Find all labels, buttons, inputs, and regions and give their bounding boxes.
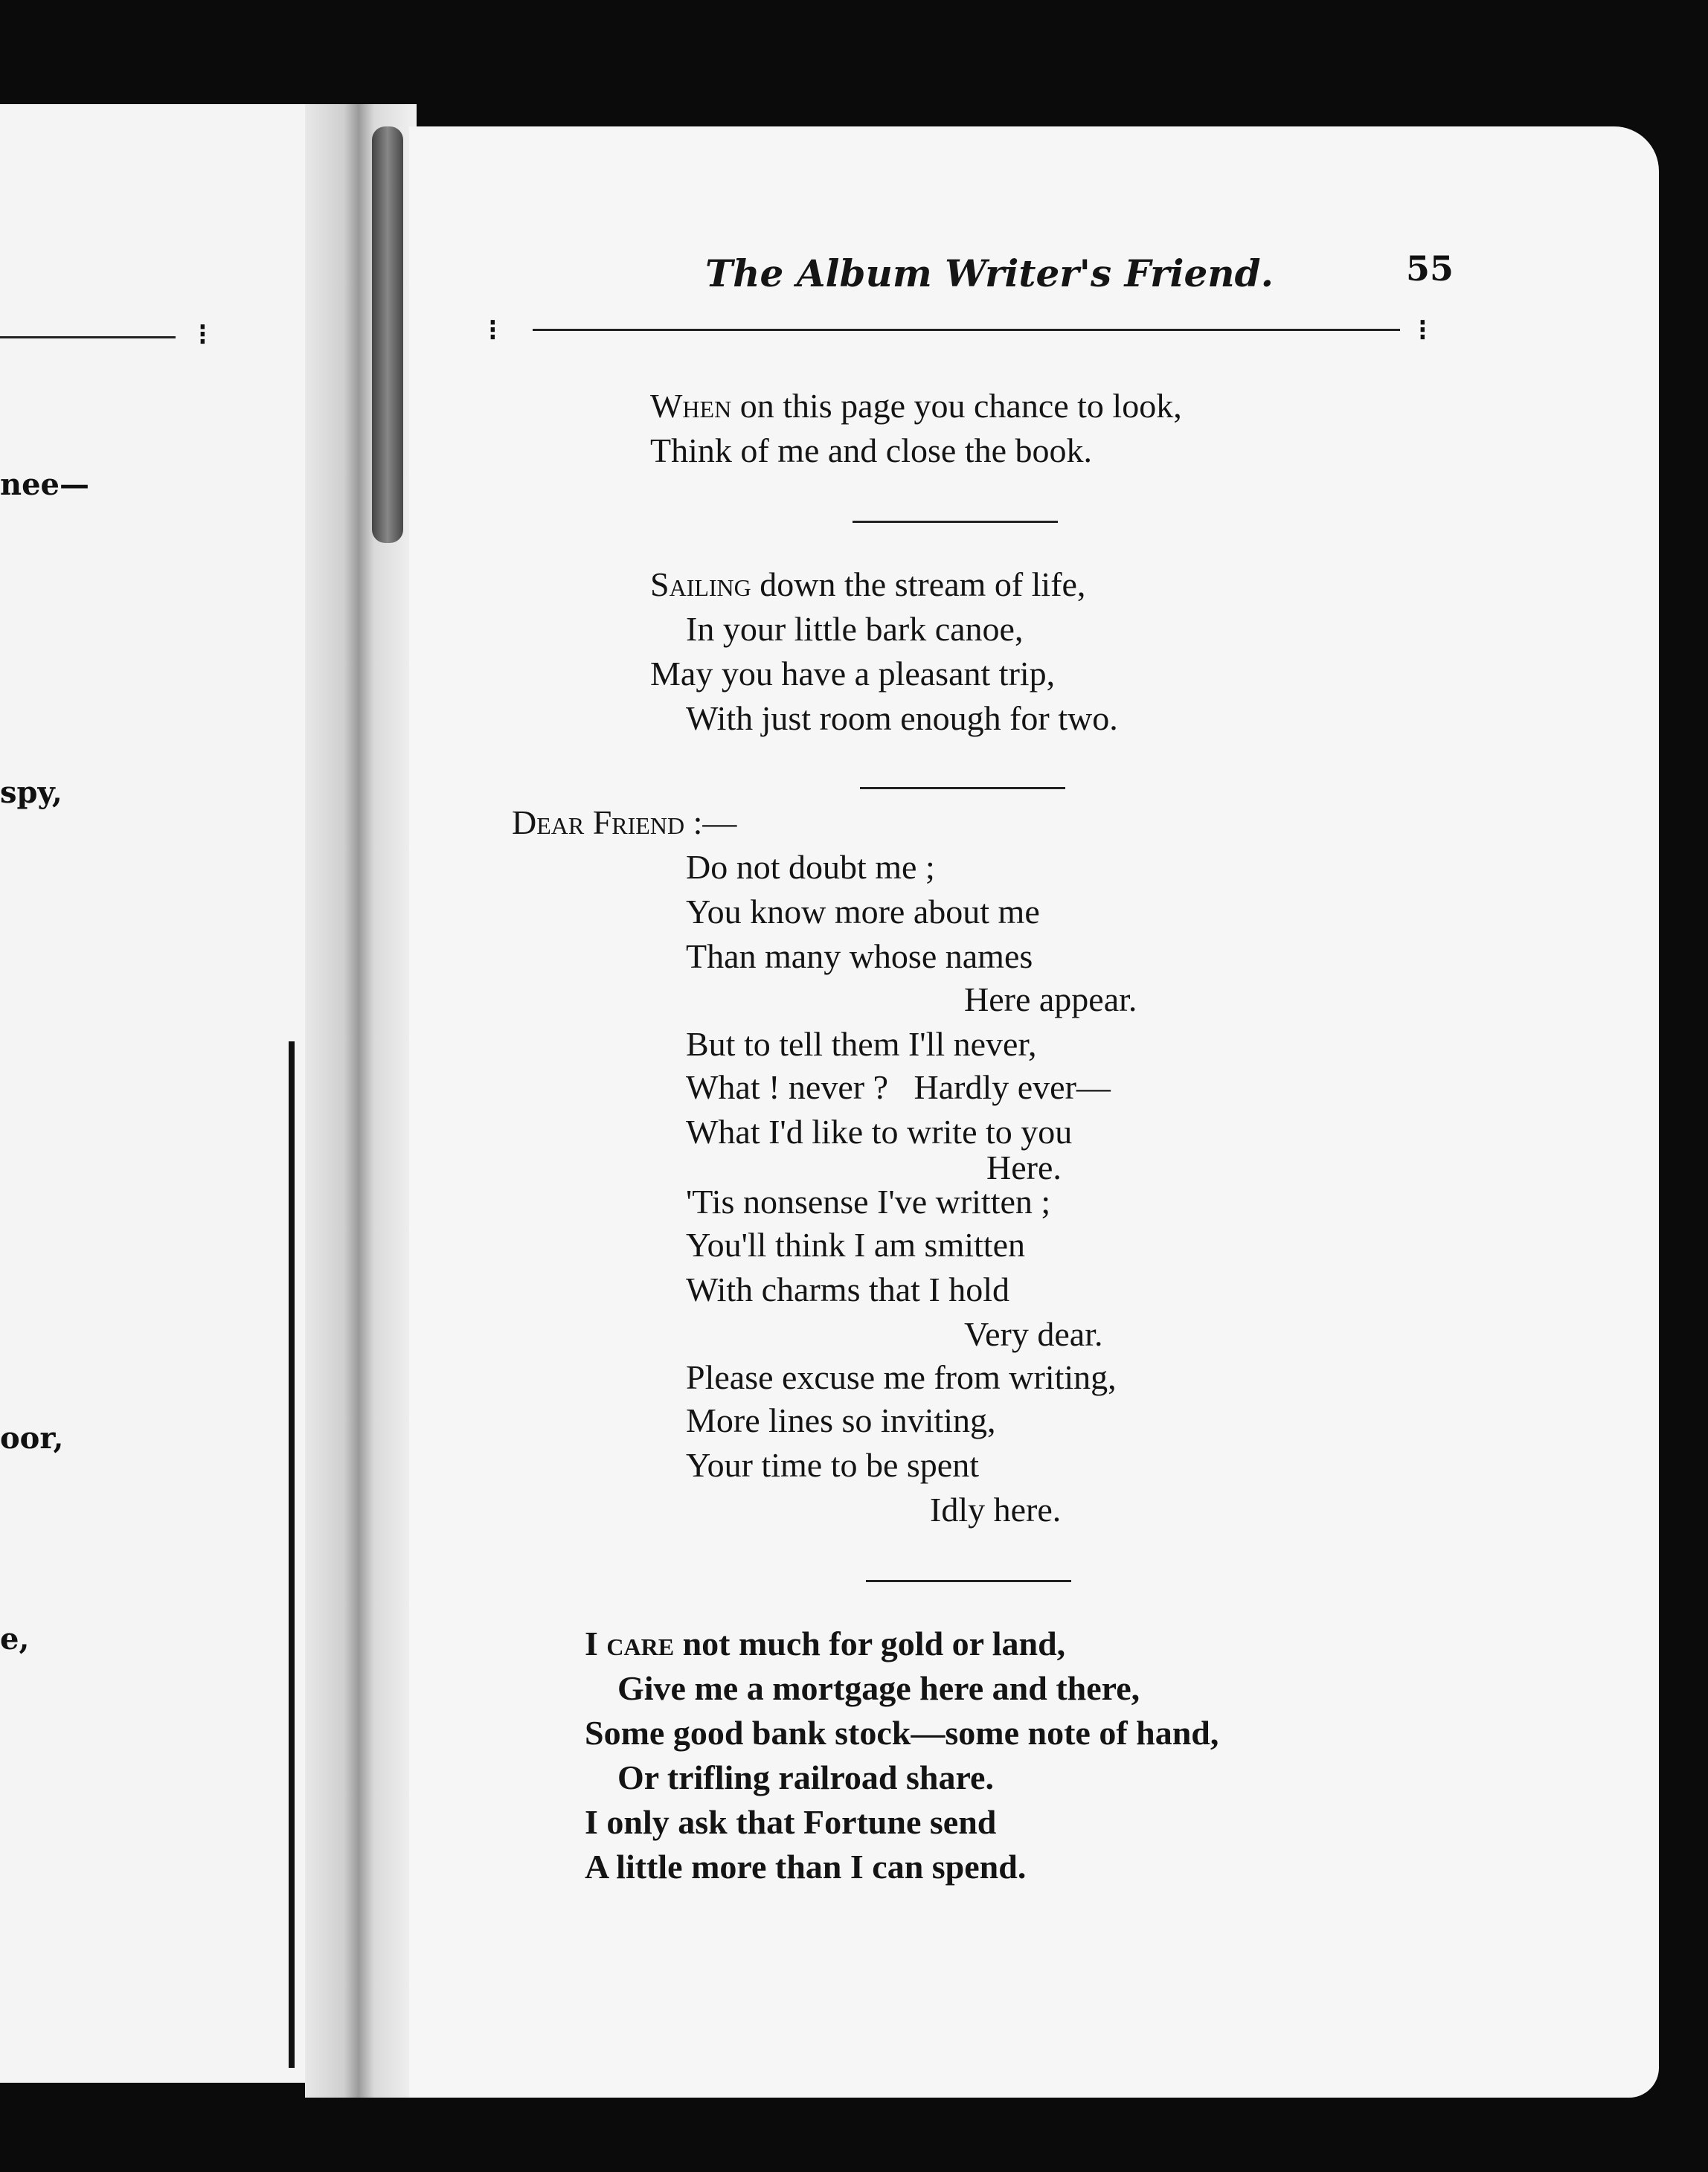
verse-divider	[853, 521, 1058, 523]
verse-line: Than many whose names	[686, 937, 1033, 975]
verse-line: Here.	[986, 1148, 1062, 1186]
verse-lead-word: Sailing	[650, 565, 751, 603]
verse-line: Please excuse me from writing,	[686, 1358, 1117, 1396]
verse-line: More lines so inviting,	[686, 1401, 996, 1439]
verse-divider	[866, 1580, 1071, 1582]
verse-line-text: down the stream of life,	[751, 565, 1086, 603]
page-number: 55	[1406, 248, 1454, 289]
previous-page-fragment: nee—	[0, 467, 89, 502]
verse-divider	[860, 787, 1065, 789]
verse-line: Very dear.	[964, 1315, 1103, 1353]
verse-line: Do not doubt me ;	[686, 848, 935, 886]
verse-line: Your time to be spent	[686, 1446, 979, 1484]
previous-page-fragment: e,	[0, 1622, 30, 1657]
verse-line: What I'd like to write to you	[686, 1113, 1073, 1151]
verse-line: Some good bank stock—some note of hand,	[585, 1714, 1219, 1752]
verse-line: Idly here.	[930, 1491, 1062, 1529]
verse-line	[650, 564, 1085, 605]
verse-line: A little more than I can spend.	[585, 1848, 1027, 1886]
verse-line: In your little bark canoe,	[686, 610, 1024, 648]
verse-line: I only ask that Fortune send	[585, 1803, 997, 1841]
verse-line: But to tell them I'll never,	[686, 1025, 1037, 1063]
previous-page-header-rule	[0, 336, 176, 338]
header-rule-ornament-right: ⁝	[1418, 312, 1428, 347]
running-title: The Album Writer's Friend.	[704, 251, 1274, 295]
verse-line: Think of me and close the book.	[650, 431, 1093, 469]
current-page	[409, 126, 1659, 2098]
verse-line: 'Tis nonsense I've written ;	[686, 1183, 1051, 1221]
verse-line: Or trifling railroad share.	[617, 1758, 994, 1796]
verse-line: What ! never ? Hardly ever—	[686, 1068, 1111, 1106]
verse-line	[585, 1623, 1065, 1665]
verse-lead-word: When	[650, 387, 732, 425]
verse-line-text: on this page you chance to look,	[731, 387, 1182, 425]
verse-salutation: Dear Friend :—	[512, 803, 737, 841]
verse-line: With charms that I hold	[686, 1270, 1010, 1308]
previous-page	[0, 104, 327, 2083]
binding-shadow	[372, 126, 403, 543]
binding-thread	[289, 1041, 295, 2068]
previous-page-fragment: spy,	[0, 775, 62, 810]
verse-line-text: not much for gold or land,	[674, 1625, 1066, 1662]
previous-page-rule-ornament: ⁝	[198, 317, 208, 352]
verse-line: Give me a mortgage here and there,	[617, 1669, 1140, 1707]
verse-line	[650, 385, 1182, 427]
verse-line: May you have a pleasant trip,	[650, 655, 1056, 693]
verse-line: Here appear.	[964, 980, 1137, 1018]
previous-page-fragment: oor,	[0, 1421, 64, 1456]
verse-lead-word: I care	[585, 1625, 675, 1662]
verse-line: You'll think I am smitten	[686, 1226, 1025, 1264]
verse-line: You know more about me	[686, 893, 1040, 931]
verse-line: With just room enough for two.	[686, 699, 1118, 737]
header-rule-ornament-left: ⁝	[488, 312, 498, 347]
header-rule	[533, 329, 1400, 331]
